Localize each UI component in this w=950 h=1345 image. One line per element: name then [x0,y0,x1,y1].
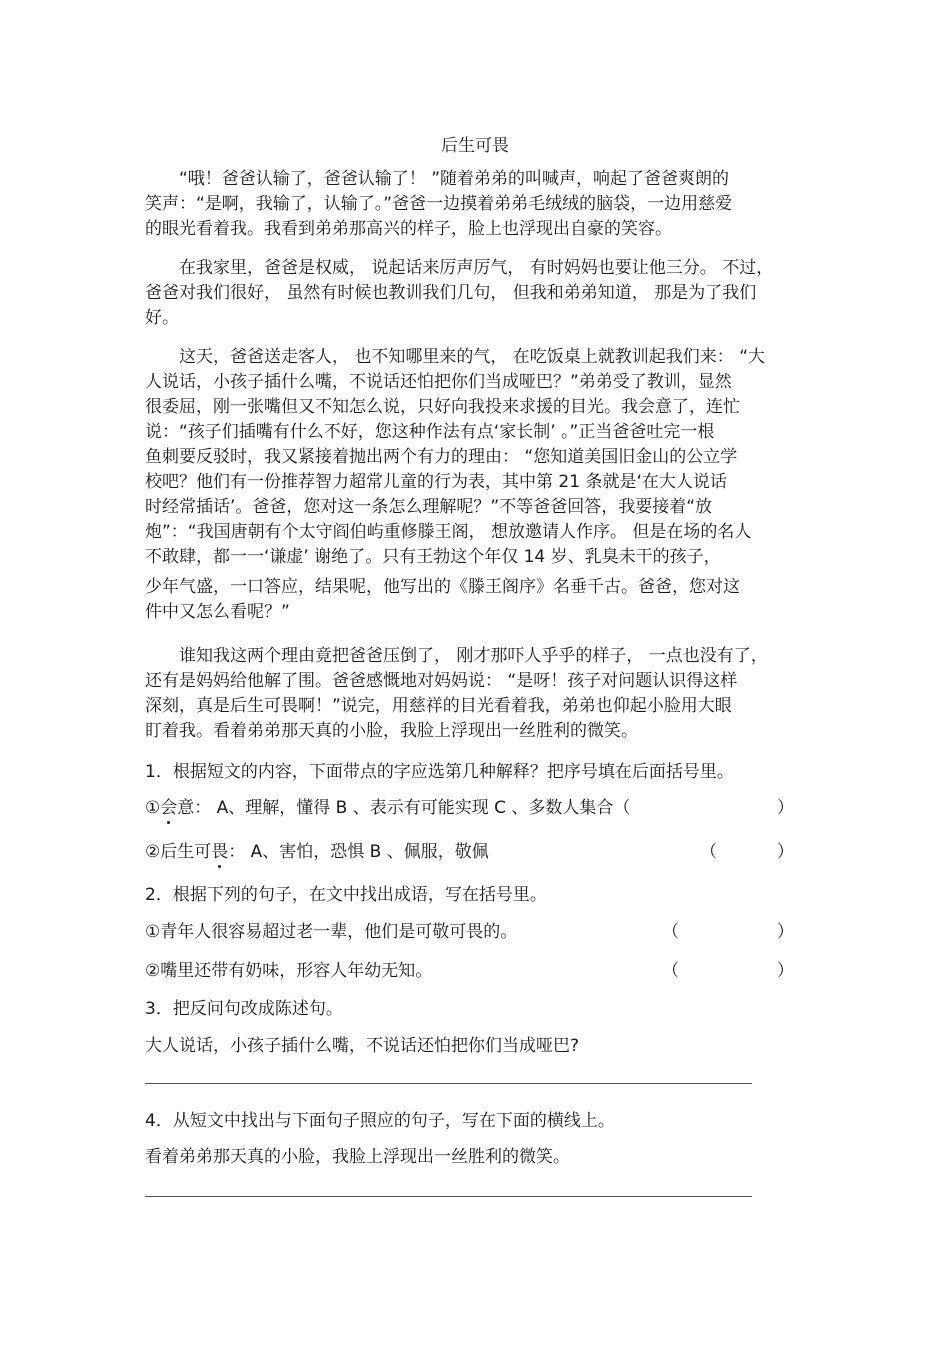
text-line: 炮”：“我国唐朝有个太守阎伯屿重修滕王阁， 想放邀请人作序。 但是在场的名人 [145,522,752,542]
text-line: 笑声：“是啊，我输了，认输了。”爸爸一边摸着弟弟毛绒绒的脑袋，一边用慈爱 [145,194,733,214]
question-3-stem: 3．把反问句改成陈述句。 [145,999,343,1019]
question-1-item-a [145,793,630,818]
text-line: 盯着我。看着弟弟那天真的小脸，我脸上浮现出一丝胜利的微笑。 [145,721,638,741]
question-1-stem: 1．根据短文的内容，下面带点的字应选第几种解释？把序号填在后面括号里。 [145,762,734,782]
text-line: 在我家里，爸爸是权威， 说起话来厉声厉气， 有时妈妈也要让他三分。 不过， [179,258,774,278]
dotted-character: 畏 [211,842,229,862]
item-options: 意： A、理解，懂得 B 、表示有可能实现 C 、多数人集合（ [177,798,631,818]
answer-bracket-open[interactable]: （ [662,961,679,981]
question-4-stem: 4．从短文中找出与下面句子照应的句子，写在下面的横线上。 [145,1111,615,1131]
story-paragraph-2 [145,256,810,331]
text-line: 不敢肆，都一一‘谦虚’ 谢绝了。只有王勃这个年仅 14 岁、乳臭未干的孩子， [145,547,721,567]
text-line: 校吧？他们有一份推荐智力超常儿童的行为表，其中第 21 条就是‘在大人说话 [145,472,727,492]
story-paragraph-3 [145,345,810,625]
item-marker: ②后生可 [145,842,212,862]
text-line: 件中又怎么看呢？” [145,602,290,622]
answer-bracket-close[interactable]: ） [777,961,794,981]
answer-line[interactable] [145,1196,752,1197]
text-line: 很委屈，刚一张嘴但又不知怎么说，只好向我投来求援的目光。我会意了，连忙 [145,397,740,417]
item-options: ： A、害怕，恐惧 B 、佩服，敬佩 [228,842,489,862]
answer-line[interactable] [145,1083,752,1084]
text-line: 说：“孩子们插嘴有什么不好，您这种作法有点‘家长制’ 。”正当爸爸吐完一根 [145,422,715,442]
question-3-sentence: 大人说话，小孩子插什么嘴，不说话还怕把你们当成哑巴? [145,1036,580,1056]
question-4-sentence: 看着弟弟那天真的小脸，我脸上浮现出一丝胜利的微笑。 [145,1147,570,1167]
answer-bracket-open[interactable]: （ [700,842,717,862]
question-1-item-b [145,837,489,862]
text-line: 人说话，小孩子插什么嘴，不说话还怕把你们当成哑巴？”弟弟受了教训，显然 [145,372,732,392]
text-line: 谁知我这两个理由竟把爸爸压倒了， 刚才那吓人乎乎的样子， 一点也没有了， [179,646,768,666]
answer-bracket-open[interactable]: （ [662,922,679,942]
answer-bracket-close[interactable]: ） [777,922,794,942]
story-paragraph-4 [145,644,810,744]
text-line: 这天，爸爸送走客人， 也不知哪里来的气， 在吃饭桌上就教训起我们来： “大 [179,347,766,367]
page-title: 后生可畏 [441,136,509,156]
text-line: 少年气盛，一口答应，结果呢，他写出的《滕王阁序》名垂千古。爸爸，您对这 [145,577,740,597]
answer-bracket-close[interactable]: ） [777,798,794,818]
text-line: 好。 [145,308,179,328]
story-paragraph-1 [145,167,810,242]
question-2-item-b: ②嘴里还带有奶味，形容人年幼无知。 [145,961,433,981]
text-line: 爸爸对我们很好， 虽然有时候也教训我们几句， 但我和弟弟知道， 那是为了我们 [145,283,757,303]
question-2-item-a: ①青年人很容易超过老一辈，他们是可敬可畏的。 [145,922,518,942]
question-2-stem: 2．根据下列的句子，在文中找出成语，写在括号里。 [145,885,547,905]
answer-bracket-close[interactable]: ） [777,842,794,862]
text-line: 深刻，真是后生可畏啊！”说完，用慈祥的目光看着我，弟弟也仰起小脸用大眼 [145,696,732,716]
text-line: 的眼光看着我。我看到弟弟那高兴的样子，脸上也浮现出自豪的笑容。 [145,219,672,239]
text-line: 还有是妈妈给他解了围。爸爸感慨地对妈妈说： “是呀！孩子对问题认识得这样 [145,671,738,691]
item-marker: ① [145,798,161,818]
text-line: 鱼刺要反驳时，我又紧接着抛出两个有力的理由： “您知道美国旧金山的公立学 [145,447,738,467]
text-line: “哦！爸爸认输了，爸爸认输了！ ”随着弟弟的叫喊声，响起了爸爸爽朗的 [179,169,730,189]
text-line: 时经常插话’。爸爸，您对这一条怎么理解呢？”不等爸爸回答，我要接着“放 [145,497,713,517]
dotted-character: 会 [160,798,178,818]
